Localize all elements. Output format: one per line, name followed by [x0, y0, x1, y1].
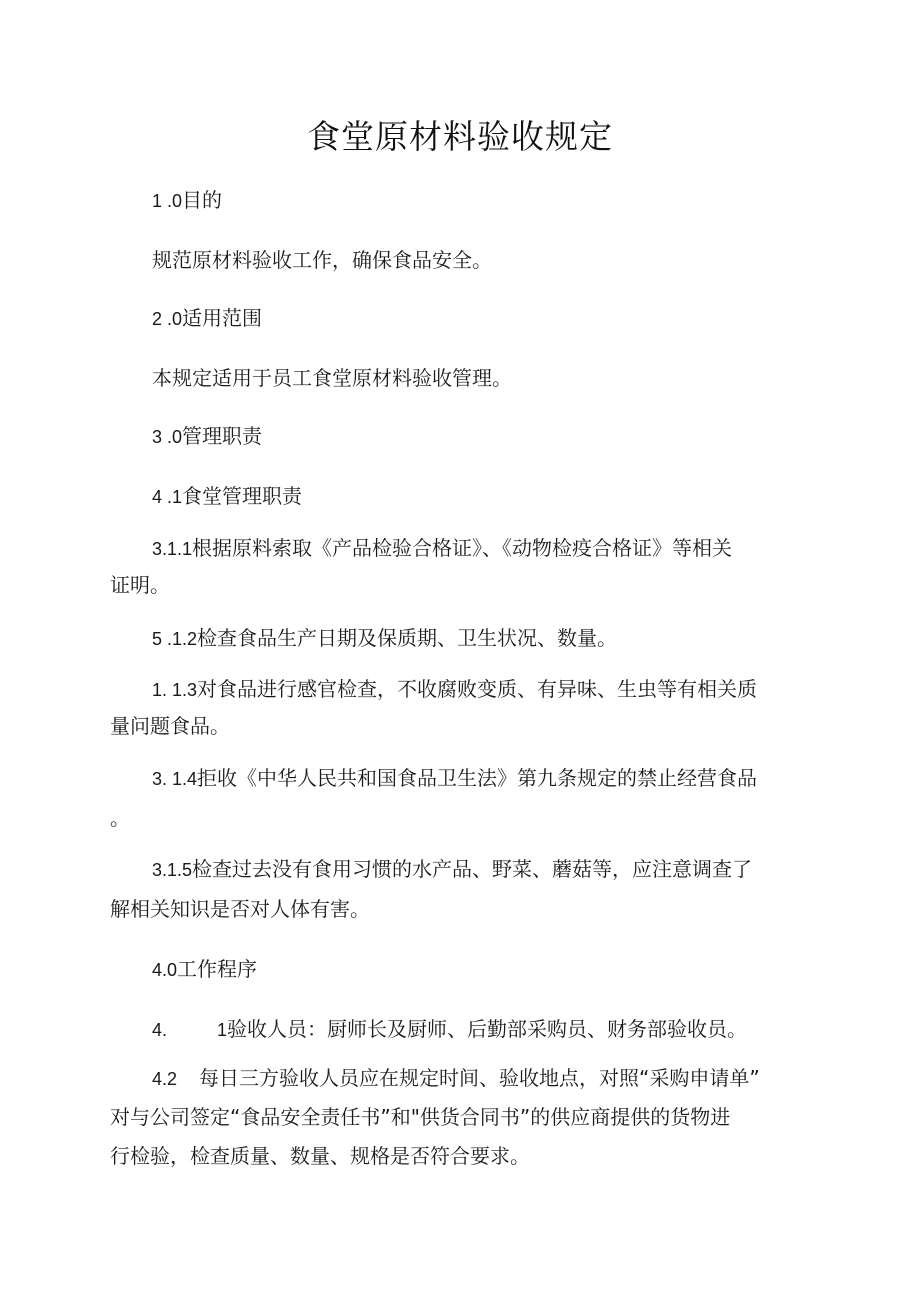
section-3-heading	[152, 420, 262, 453]
item-text: 每日三方验收人员应在规定时间、验收地点，对照“采购申请单”	[199, 1066, 760, 1090]
item-text: 拒收《中华人民共和国食品卫生法》第九条规定的禁止经营食品	[197, 766, 758, 790]
section-number: 3 .0	[152, 427, 183, 447]
section-number: 2 .0	[152, 309, 183, 329]
item-3-1-4-line2: 。	[110, 806, 130, 830]
item-text: 检查食品生产日期及保质期、卫生状况、数量。	[197, 626, 618, 650]
section-title: 适用范围	[182, 306, 263, 330]
document-title: 食堂原材料验收规定	[307, 117, 613, 156]
section-title: 工作程序	[177, 957, 258, 981]
item-4-2-line3: 行检验，检查质量、数量、规格是否符合要求。	[110, 1144, 530, 1168]
item-number: 5 .1.2	[152, 629, 198, 649]
item-3-1-5-line1	[152, 853, 752, 886]
item-text: 验收人员：厨师长及厨师、后勤部采购员、财务部验收员。	[227, 1017, 748, 1041]
section-title: 管理职责	[182, 424, 263, 448]
item-1-1-3-line1	[152, 673, 757, 706]
section-title: 食堂管理职责	[182, 484, 303, 508]
section-title: 目的	[182, 188, 223, 212]
item-number-prefix: 4.	[152, 1020, 168, 1040]
item-text: 对食品进行感官检查，不收腐败变质、有异味、生虫等有相关质	[197, 677, 758, 701]
section-number: 4.0	[152, 960, 178, 980]
item-4-2-line1	[152, 1062, 760, 1095]
item-5-1-2	[152, 622, 617, 655]
item-3-1-5-line2: 解相关知识是否对人体有害。	[110, 897, 370, 921]
item-3-1-1-line2: 证明。	[110, 573, 170, 597]
item-number: 3.1.1	[152, 539, 193, 559]
section-number: 1 .0	[152, 191, 183, 211]
section-1-heading	[152, 184, 222, 217]
section-4-0-heading	[152, 953, 257, 986]
item-3-1-1-line1	[152, 532, 732, 565]
item-text: 检查过去没有食用习惯的水产品、野菜、蘑菇等，应注意调查了	[192, 857, 753, 881]
section-number: 4 .1	[152, 487, 183, 507]
item-3-1-4-line1	[152, 762, 757, 795]
section-4-1-heading	[152, 480, 302, 513]
item-number: 4.2	[152, 1069, 178, 1089]
item-text: 根据原料索取《产品检验合格证》、《动物检疫合格证》等相关	[192, 536, 733, 560]
item-number: 1. 1.3	[152, 680, 198, 700]
section-1-body: 规范原材料验收工作，确保食品安全。	[152, 248, 492, 272]
item-number: 3. 1.4	[152, 769, 198, 789]
item-number: 3.1.5	[152, 860, 193, 880]
section-2-body: 本规定适用于员工食堂原材料验收管理。	[152, 366, 512, 390]
item-number-suffix: 1	[217, 1020, 228, 1040]
section-2-heading	[152, 302, 262, 335]
item-4-2-line2: 对与公司签定“食品安全责任书”和"供货合同书”的供应商提供的货物进	[110, 1105, 731, 1129]
item-4-1	[152, 1013, 747, 1046]
item-1-1-3-line2: 量问题食品。	[110, 714, 230, 738]
